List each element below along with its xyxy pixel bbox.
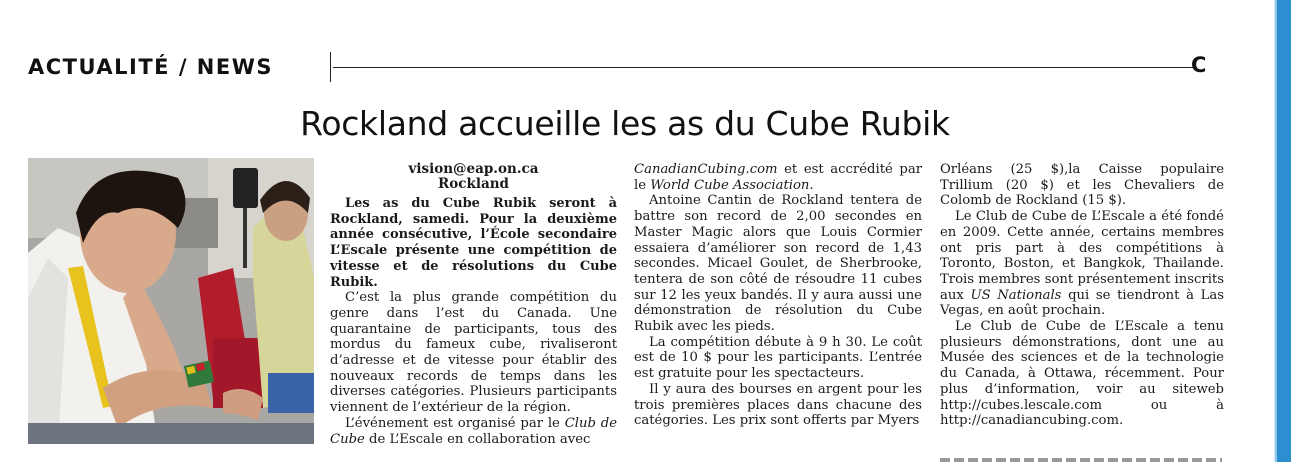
section-header: [28, 52, 1218, 82]
photo-illustration: [28, 158, 314, 444]
website-name: CanadianCubing.com: [634, 162, 778, 177]
cut-off-text-fragment: [940, 458, 1222, 462]
article-column-2: [634, 162, 922, 429]
section-rule: [333, 67, 1193, 68]
byline-email: vision@eap.on.ca: [408, 161, 539, 177]
article-lede: Les as du Cube Rubik seront à Rockland, samedi. Pour la deuxième année consécutive, l’École secondaire L’Escale présente une compétition de vitesse et de résolutions du Cube Rubik.: [330, 196, 617, 290]
paragraph: C’est la plus grande compétition du genre dans l’est du Canada. Une quarantaine de participants, tous des mordus du fameux cube, rivaliseront d’adresse et de vitesse pour établir des nouveaux records de temps dans les diverses catégories. Plusieurs participants viennent de l’extérieur de la région.: [330, 290, 617, 416]
byline-location: Rockland: [438, 176, 509, 192]
paragraph: Le Club de Cube de L’Escale a tenu plusieurs démonstrations, dont une au Musée des sciences et de la technologie du Canada, à Ottawa, récemment. Pour plus d’information, voir au siteweb http://cubes.lescale.com ou à http://canadiancubing.com.: [940, 319, 1224, 429]
article-photo: [28, 158, 314, 444]
section-label: ACTUALITÉ / NEWS: [28, 55, 274, 79]
paragraph: CanadianCubing.com et est accrédité par le World Cube Association.: [634, 162, 922, 193]
event-name: US Nationals: [970, 287, 1062, 303]
publication-logo-icon: C: [1191, 53, 1207, 77]
paragraph: Le Club de Cube de L’Escale a été fondé en 2009. Cette année, certains membres ont pris part à des compétitions à Toronto, Boston, et Bangkok, Thailande. Trois membres sont présentement inscrits aux US Nationals qui se tiendront à Las Vegas, en août prochain.: [940, 209, 1224, 319]
paragraph: Il y aura des bourses en argent pour les trois premières places dans chacune des catégories. Les prix sont offerts par Myers: [634, 381, 922, 429]
paragraph: L’événement est organisé par le Club de Cube de L’Escale en collaboration avec: [330, 415, 617, 447]
club-name: Club de Cube: [330, 415, 617, 447]
page-edge-bar: [1275, 0, 1291, 462]
paragraph: La compétition débute à 9 h 30. Le coût est de 10 $ pour les participants. L’entrée est gratuite pour les spectacteurs.: [634, 334, 922, 382]
article-headline: Rockland accueille les as du Cube Rubik: [300, 104, 950, 143]
article-column-1: [330, 162, 617, 447]
article-column-3: [940, 162, 1224, 429]
paragraph: Antoine Cantin de Rockland tentera de battre son record de 2,00 secondes en Master Magic alors que Louis Cormier essaiera d’améliorer son record de 1,43 secondes. Micael Goulet, de Sherbrooke, tentera de son côté de résoudre 11 cubes sur 12 les yeux bandés. Il y aura aussi une démonstration de résolution du Cube Rubik avec les pieds.: [634, 193, 922, 335]
organization-name: World Cube Association.: [650, 177, 814, 193]
paragraph: Orléans (25 $),la Caisse populaire Trillium (20 $) et les Chevaliers de Colomb de Rockland (15 $).: [940, 162, 1224, 209]
section-divider: [330, 52, 331, 82]
